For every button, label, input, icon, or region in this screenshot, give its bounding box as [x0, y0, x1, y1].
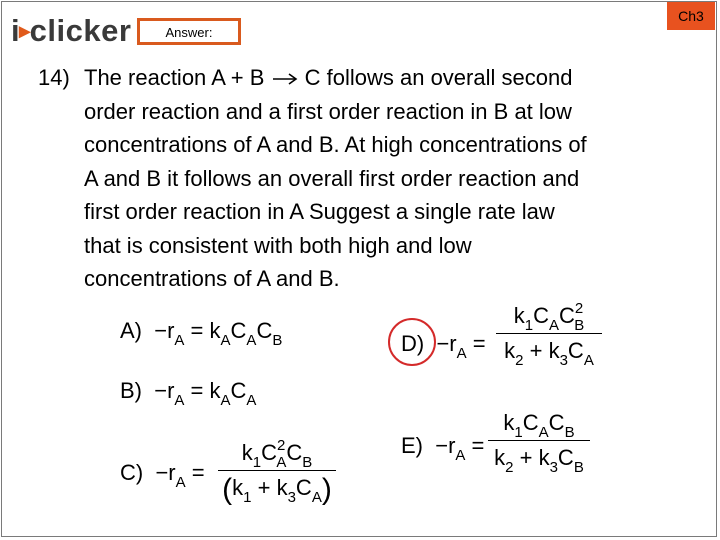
answer-label: Answer: [165, 25, 213, 40]
question-line: that is consistent with both high and low [84, 232, 472, 258]
choice-d-label: D) [401, 331, 425, 356]
choice-a-label: A) [120, 318, 142, 343]
question-text [84, 61, 704, 296]
question-line: concentrations of A and B. [84, 266, 340, 291]
question-line: A and B it follows an overall first order reaction and [84, 165, 580, 191]
reaction-arrow-icon [271, 72, 299, 86]
choice-c-fraction [218, 437, 336, 506]
chapter-badge: Ch3 [667, 2, 715, 30]
choice-d-fraction [496, 300, 602, 369]
choice-e-label: E) [401, 433, 423, 458]
question-line: The reaction A + B C follows an overall second [84, 65, 573, 90]
question-number: 14) [38, 65, 70, 90]
choice-c-label: C) [120, 460, 144, 485]
answer-box [137, 18, 241, 45]
question-line: order reaction and a first order reaction in B at low [84, 98, 572, 124]
choice-d-numerator: $k_1C_AC^2_B$ [513, 300, 585, 334]
choice-c-denominator: $(k_1 + k_3C_A)$ [222, 473, 332, 506]
iclicker-logo: i▸clicker [11, 13, 132, 48]
question-line: first order reaction in A Suggest a single rate law [84, 199, 555, 224]
choice-a[interactable]: $A) -r_A = k_AC_AC_B$ [120, 318, 283, 349]
choice-d-denominator: $k_2 + k_3C_A$ [504, 338, 594, 369]
choice-b-label: B) [120, 378, 142, 403]
choice-c[interactable]: $C) -r_A$ = [120, 460, 205, 491]
choice-e-fraction [488, 410, 590, 476]
choice-e-numerator: $k_1C_AC_B$ [503, 410, 575, 441]
question-line: concentrations of A and B. At high concentrations of [84, 132, 587, 157]
choice-c-numerator: $k_1C^2_AC_B$ [241, 437, 313, 471]
choice-d[interactable]: $D) -r_A$ = [401, 331, 486, 362]
choice-e-denominator: $k_2 + k_3C_B$ [494, 445, 584, 476]
choice-b[interactable]: $B) -r_A = k_AC_A$ [120, 378, 257, 409]
choice-e[interactable]: $E) -r_A$ = [401, 433, 485, 464]
